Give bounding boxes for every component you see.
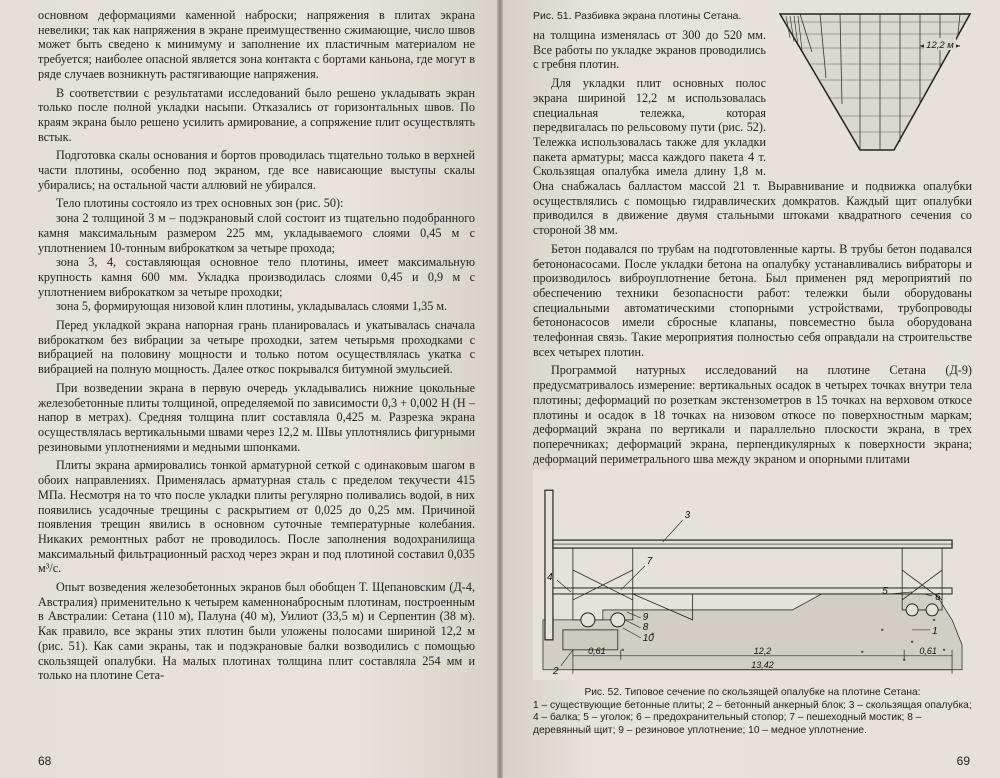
right-page (503, 0, 1000, 778)
figure-52-drawing (533, 470, 972, 680)
paragraph: Опыт возведения железобетонных экранов был обобщен Т. Щепановским (Д-4, Австралия) применительно к четырем каменнонабросным плотинам, построенным в Австралии: Сетана (110 м), Палуна (40 м), Уилиот (33,5 м) и Серпентин (38 м). Как правило, все экраны этих плотин были уложены полосами шириной 12,2 м (рис. 51). Как сами экраны, так и подэкрановые балки возводились с помощью скользящей опалубки. На малых плотинах толщина плит составляла 254 мм и только на плотине Сета- (38, 580, 475, 683)
figure-52-label: 3 (684, 510, 691, 522)
figure-52-dimension: 0,61 (588, 646, 606, 657)
paragraph: В соответствии с результатами исследований было решено укладывать экран только после полной укладки насыпи. Отказались от горизонтальных швов. По краям экрана было решено усилить армирование, а сопряжение плит осуществлять встык. (38, 85, 475, 144)
figure-52-caption-legend: 1 – существующие бетонные плиты; 2 – бетонный анкерный блок; 3 – скользящая опалубка; 4 – балка; 5 – уголок; 6 – предохранительный стопор; 7 – пешеходный мостик; 8 – деревянный щит; 9 – резиновое уплотнение; 10 – медное уплотнение. (533, 699, 972, 736)
figure-52-label: 10 (642, 633, 654, 645)
paragraph: Подготовка скалы основания и бортов проводилась тщательно только в верхней части плотины, особенно под экраном, где все нависающие выступы скалы убирались; на остальной части аллювий не убирался. (38, 148, 475, 192)
paragraph: Для укладки плит основных полос экрана шириной 12,2 м использовалась специальная тележка, которая передвигалась по рельсовому пути (рис. 52). Тележка использовалась также для укладки пакета арматуры; масса каждого пакета 4 т. Скользящая опалубка имела длину 1,8 м. Она снабжалась балластом массой 21 т. Выравнивание и подвижка опалубки осуществлялись с помощью гидравлических домкратов. Каждый щит опалубки приводился в движение двумя стальными штоками квадратного сечения со стороной 38 мм. (533, 76, 972, 238)
figure-51 (774, 8, 972, 164)
figure-52-label: 7 (646, 556, 653, 568)
paragraph: Плиты экрана армировались тонкой арматурной сеткой с одинаковым шагом в обоих направлениях. Применялась арматурная сталь с пределом текучести 415 МПа. Несмотря на то что после укладки плиты регулярно поливались водой, в них появились усадочные трещины с раскрытием от 0,025 до 0,25 мм. Причиной появления трещин явились в основном суточные температурные колебания. Никаких ремонтных работ не проводилось. После заполнения водохранилища максимальный фильтрационный расход через экран и под плотиной составил 0,035 м³/с. (38, 458, 475, 576)
paragraph: Бетон подавался по трубам на подготовленные карты. В трубы бетон подавался бетононасосами. После укладки бетона на опалубку устанавливались вибраторы и производилось виброуплотнение бетона. Был применен ряд мероприятий по обеспечению техники безопасности работ: тележки были оборудованы специальными автоматическими стопорными устройствами, трубопроводы бетононасосов имели сбросные клапаны, повсеместно была оборудована телефонная связь. Такие мероприятия полностью себя оправдали на строительстве всех четырех плотин. (533, 241, 972, 359)
paragraph: зона 3, 4, составляющая основное тело плотины, имеет максимальную крупность камня 600 мм. Укладка производилась слоями 0,45 и 0,9 м с уплотнением виброкатком за четыре проходки; (38, 255, 475, 299)
paragraph: Перед укладкой экрана напорная грань планировалась и укатывалась сначала виброкатком без вибрации за четыре проходки, затем четырьмя проходками с вибрацией на половину мощности и только потом осуществлялась укатка с вибрацией на полную мощность. Далее откос покрывался битумной эмульсией. (38, 318, 475, 377)
figure-52-dimension: 0,61 (919, 646, 937, 657)
paragraph: Программой натурных исследований на плотине Сетана (Д-9) предусматривалось измерение: вертикальных осадок в четырех точках внутри тела плотины; деформаций по розеткам экстензометров в 15 точках на верховом откосе плотины и осадок в 18 точках на низовом откосе по поверхностным маркам; деформаций экрана по вертикали и параллельно плоскости экрана, в трех поперечниках; деформаций экрана, перпендикулярных к поверхности экрана; деформаций периметрального шва между экраном и опорными плитами (533, 363, 972, 466)
figure-51-drawing (774, 8, 972, 164)
paragraph: При возведении экрана в первую очередь укладывались нижние цокольные железобетонные плиты толщиной, определяемой по зависимости 0,3 + 0,002 H (H – напор в метрах). Средняя толщина плит составляла 0,425 м. Разрезка экрана осуществлялась вертикальными швами через 12,2 м. Швы уплотнялись фигурными резиновыми уплотнениями и медными шпонками. (38, 380, 475, 454)
page-number: 68 (38, 754, 52, 768)
figure-52-label: 8 (642, 622, 649, 634)
figure-52-label: 9 (642, 612, 649, 624)
figure-52-dimension: 12,2 (753, 646, 772, 657)
paragraph: зона 2 толщиной 3 м – подэкрановый слой состоит из тщательно подобранного камня максимальным размером 225 мм, укладываемого слоями 0,45 м с уплотнением 10-тонным виброкатком за четыре прохода; (38, 211, 475, 255)
figure-52-dimension: 13,42 (751, 660, 774, 671)
left-page (0, 0, 497, 778)
figure-52-label: 5 (882, 586, 888, 598)
figure-52-label: 6 (935, 592, 941, 604)
figure-51-caption: Рис. 51. Разбивка экрана плотины Сетана. (533, 10, 742, 22)
paragraph: основном деформациями каменной наброски; напряжения в плитах экрана невелики; так как напряжения в экране преимущественно сжимающие, число швов может быть сведено к минимуму и заполнение их пластичным материалом не требуется; наиболее опасной является зона контакта с бортами каньона, где могут в ряде случаев возникнуть растягивающие напряжения. (38, 8, 475, 81)
figure-52-label: 1 (932, 626, 938, 638)
figure-52-caption-title: Рис. 52. Типовое сечение по скользящей опалубке на плотине Сетана: (584, 687, 921, 699)
figure-52-label: 4 (546, 572, 553, 584)
paragraph: на толщина изменялась от 300 до 520 мм. Все работы по укладке экранов проводились с гребня плотин. (533, 28, 766, 72)
figure-52-label: 2 (552, 666, 559, 678)
figure-52-caption (533, 687, 972, 737)
figure-51-dimension: 12,2 м (926, 40, 954, 51)
page-number: 69 (956, 754, 970, 768)
paragraph: Тело плотины состояло из трех основных зон (рис. 50): (56, 196, 344, 211)
paragraph: зона 5, формирующая низовой клин плотины, укладывалась слоями 1,35 м. (56, 299, 448, 314)
